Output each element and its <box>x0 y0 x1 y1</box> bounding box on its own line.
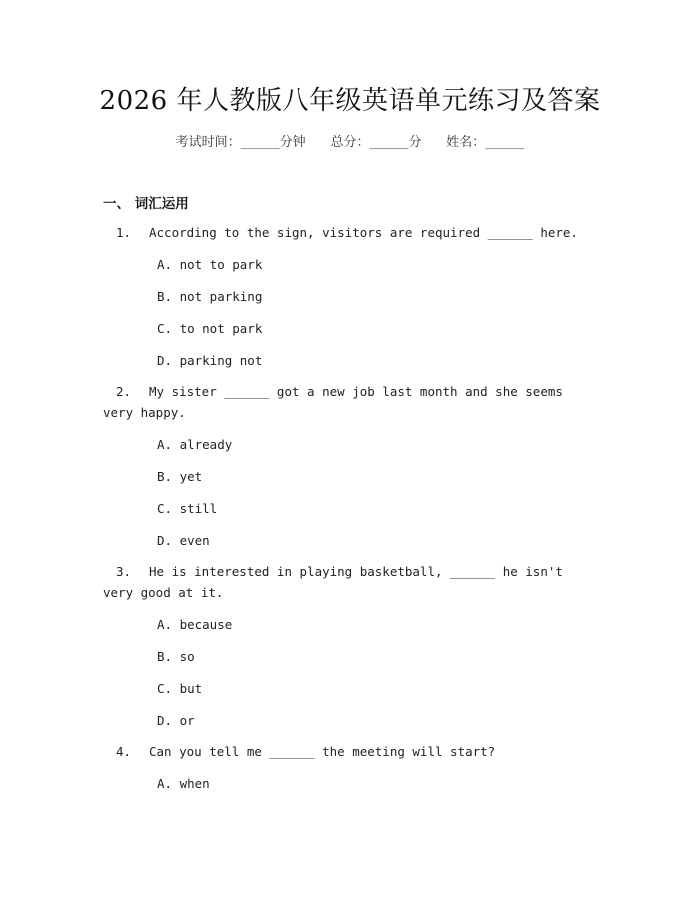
option-3a: A. because <box>157 617 233 632</box>
question-3 <box>103 561 588 603</box>
option-2d: D. even <box>157 533 210 548</box>
question-stem: According to the sign, visitors are required ______ here. <box>149 225 578 240</box>
option-1a: A. not to park <box>157 257 263 272</box>
option-3b: B. so <box>157 649 195 664</box>
question-4 <box>103 741 588 762</box>
option-2b: B. yet <box>157 469 203 484</box>
question-number: 1. <box>115 225 131 240</box>
question-number: 4. <box>115 744 131 759</box>
option-2a: A. already <box>157 437 233 452</box>
student-name-label: 姓名：______ <box>446 135 525 150</box>
total-score-label: 总分：______分 <box>330 135 422 150</box>
option-4a: A. when <box>157 776 210 791</box>
page-title: 2026 年人教版八年级英语单元练习及答案 <box>99 86 601 116</box>
question-number: 2. <box>115 384 131 399</box>
option-3c: C. but <box>157 681 203 696</box>
option-1c: C. to not park <box>157 321 263 336</box>
exam-meta <box>0 131 700 150</box>
question-2 <box>103 381 588 423</box>
option-1b: B. not parking <box>157 289 263 304</box>
option-3d: D. or <box>157 713 195 728</box>
option-1d: D. parking not <box>157 353 263 368</box>
question-stem: He is interested in playing basketball, ______ he isn't very good at it. <box>103 564 563 600</box>
exam-time-label: 考试时间：______分钟 <box>175 135 306 150</box>
section-heading: 一、 词汇运用 <box>103 196 189 212</box>
question-stem: Can you tell me ______ the meeting will start? <box>149 744 496 759</box>
option-2c: C. still <box>157 501 218 516</box>
question-stem: My sister ______ got a new job last month and she seems very happy. <box>103 384 563 420</box>
question-number: 3. <box>115 564 131 579</box>
question-1 <box>103 222 588 243</box>
